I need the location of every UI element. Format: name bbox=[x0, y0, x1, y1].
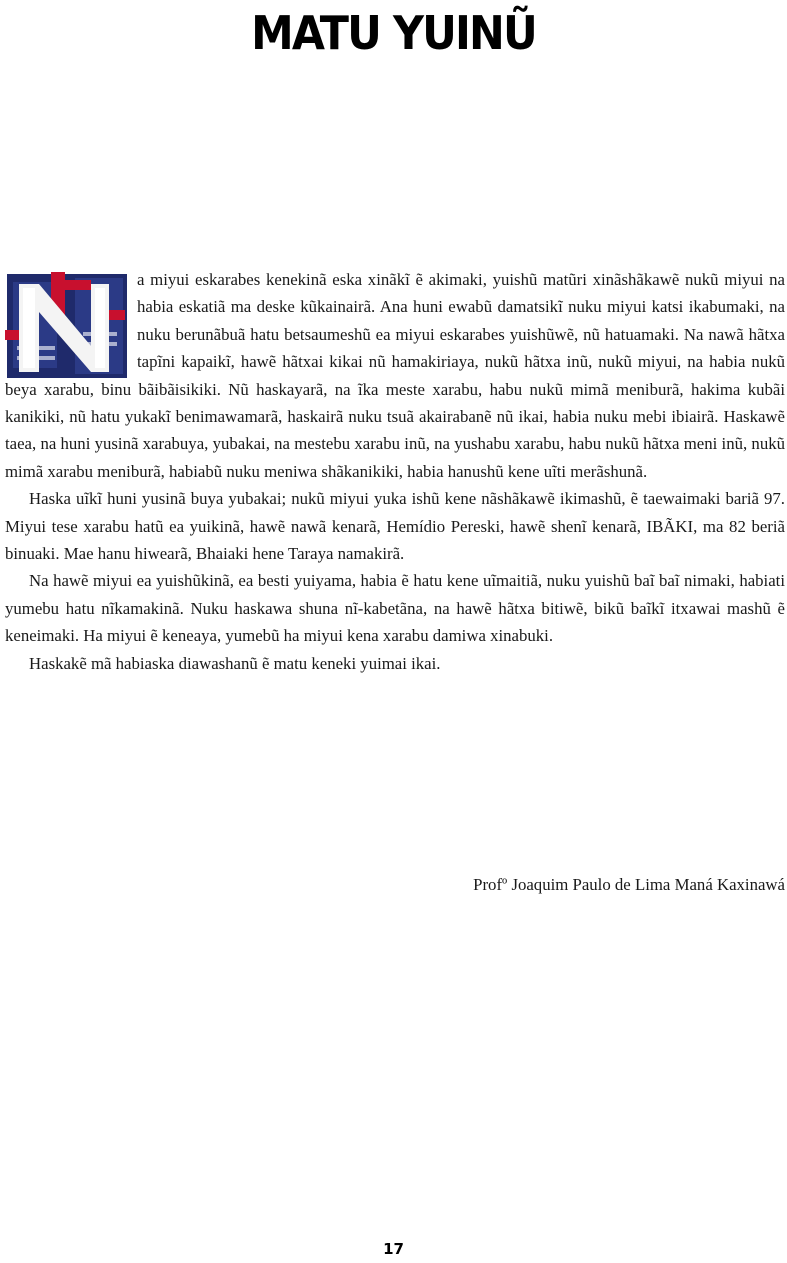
paragraph: a miyui eskarabes kenekinã eska xinãkĩ ẽ akimaki, yuishũ matũri xinãshãkawẽ nukũ miyui na habia eskatiã ma deske kũkainairã. Ana huni ewabũ damatsikĩ nuku miyui katsi ikabumaki, na nuku berunãbuã hatu betsaumeshũ ea miyui eskarabes yuishũwẽ, nũ hatuamaki. Na nawã hãtxa tapĩni kapaikĩ, hawẽ hãtxai kikai nũ hamakiriaya, nukũ hãtxa inũ, nukũ miyui, na habia nukũ beya xarabu, binu bãibãisikiki. Nũ haskayarã, na ĩka meste xarabu, habu nukũ mimã meniburã, hakima kubãi kanikiki, nũ hatu yukakĩ benimawamarã, haskairã nuku tsuã akairabanẽ nũ ikai, habia nuku mebi ibiairã. Haskawẽ taea, na huni yusinã xarabuya, yubakai, na mestebu xarabu inũ, na yushabu xarabu, habu nukũ hãtxa meni inũ, nukũ mimã xarabu meniburã, habiabũ nuku meniwa shãkanikiki, habia hanushũ kene uĩti merãshunã. bbox=[5, 270, 785, 481]
page-number: 17 bbox=[383, 1240, 404, 1258]
paragraph: Haska uĩkĩ huni yusinã buya yubakai; nukũ miyui yuka ishũ kene nãshãkawẽ ikimashũ, ẽ taewaimaki bariã 97. Miyui tese xarabu hatũ ea yuikinã, hawẽ nawã kenarã, Hemídio Pereski, hawẽ shenĩ kenarã, IBÃKI, ma 82 beriã binuaki. Mae hanu hiwearã, Bhaiaki hene Taraya namakirã. bbox=[5, 489, 785, 564]
signature: Profº Joaquim Paulo de Lima Maná Kaxinawá bbox=[473, 875, 785, 894]
dropcap-n-illustration bbox=[5, 272, 129, 380]
paragraph: Haskakẽ mã habiaska diawashanũ ẽ matu keneki yuimai ikai. bbox=[29, 653, 441, 673]
page-title: MATU YUINŨ bbox=[251, 6, 536, 60]
paragraph: Na hawẽ miyui ea yuishũkinã, ea besti yuiyama, habia ẽ hatu kene uĩmaitiã, nuku yuishũ baĩ baĩ nimaki, habiati yumebu hatu nĩkamakinã. Nuku haskawa shuna nĩ-kabetãna, na hawẽ hãtxa bitiwẽ, bikũ baĩkĩ itxawai mashũ ẽ keneimaki. Ha miyui ẽ keneaya, yumebũ ha miyui kena xarabu damiwa xinabuki. bbox=[5, 571, 785, 646]
